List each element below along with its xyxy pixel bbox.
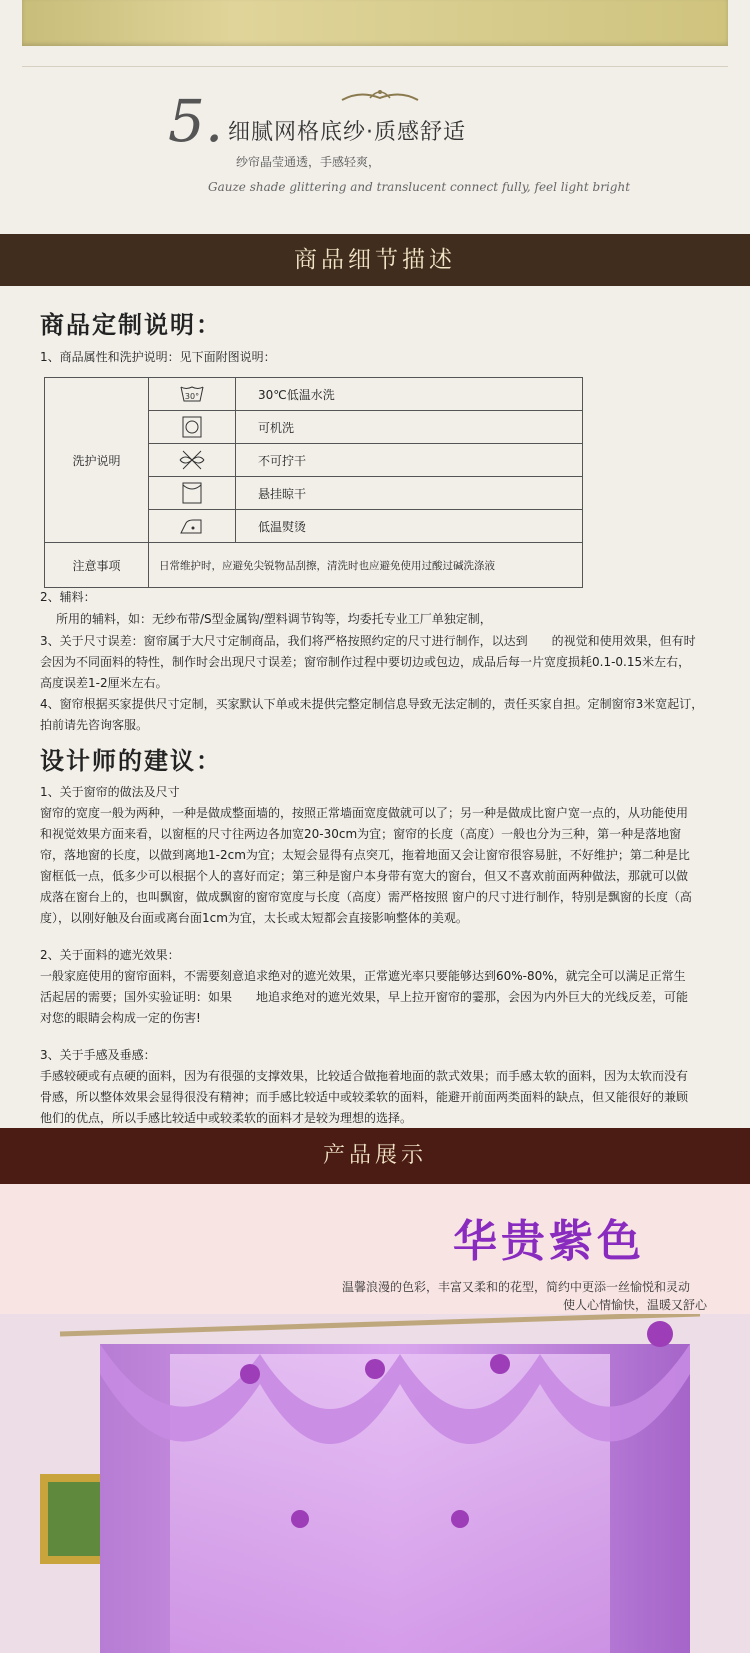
designer-p3-line: 他们的优点，所以手感比较适中或较柔软的面料才是较为理想的选择。 [40, 1111, 413, 1125]
designer-p1-title: 1、关于窗帘的做法及尺寸 [40, 785, 180, 799]
custom-item4-line2: 拍前请先咨询客服。 [40, 718, 149, 732]
designer-p3-line: 骨感，所以整体效果会显得很没有精神；而手感比较适中或较柔软的面料，能避开前面两类面料的缺点，但又能很好的兼顾 [40, 1090, 689, 1104]
designer-p1-line: 和视觉效果方面来看，以窗框的尺寸往两边各加宽20-30cm为宜；窗帘的长度（高度）一般也分为三种，第一种是落地窗 [40, 827, 682, 841]
designer-p2-line: 活起居的需要；国外实验证明：如果 地追求绝对的遮光效果，早上拉开窗帘的霎那，会因为内外巨大的光线反差，可能 [40, 990, 689, 1004]
section-english: Gauze shade glittering and translucent connect fully, feel light bright [208, 180, 631, 194]
wash-30-icon [149, 378, 236, 411]
designer-p3-title: 3、关于手感及垂感： [40, 1048, 156, 1062]
product-title: 华贵紫色 [453, 1216, 645, 1267]
hang-dry-icon [149, 477, 236, 510]
wash-label: 洗护说明 [45, 378, 149, 543]
no-wring-icon [149, 444, 236, 477]
section-title: 细腻网格底纱·质感舒适 [228, 120, 466, 145]
designer-p1-line: 窗框低一点，低多少可以根据个人的喜好而定；第三种是窗户本身带有宽大的窗台，但又不喜欢前面两种做法，那就可以做 [40, 869, 689, 883]
custom-item3-line1: 3、关于尺寸误差：窗帘属于大尺寸定制商品，我们将严格按照约定的尺寸进行制作，以达到 的视觉和使用效果，但有时 [40, 634, 696, 648]
designer-p1-line: 度），以刚好触及台面或离台面1cm为宜，太长或太短都会直接影响整体的美观。 [40, 911, 468, 925]
product-subtitle-2: 使人心情愉快，温暖又舒心 [563, 1298, 708, 1312]
machine-wash-icon [149, 411, 236, 444]
designer-p2-title: 2、关于面料的遮光效果： [40, 948, 180, 962]
product-bar: 产品展示 [0, 1128, 750, 1184]
custom-item1: 1、商品属性和洗护说明：见下面附图说明： [40, 350, 276, 364]
custom-heading: 商品定制说明： [40, 310, 222, 339]
note-label: 注意事项 [45, 543, 149, 588]
iron-low-icon [149, 510, 236, 543]
divider [22, 66, 728, 67]
product-subtitle: 温馨浪漫的色彩，丰富又柔和的花型，简约中更添一丝愉悦和灵动 [342, 1280, 691, 1294]
custom-item3-line2: 会因为不同面料的特性，制作时会出现尺寸误差；窗帘制作过程中要切边或包边，成品后每一片宽度损耗0.1-0.15米左右， [40, 655, 691, 669]
care-text: 悬挂晾干 [236, 477, 583, 510]
detail-bar: 商品细节描述 [0, 234, 750, 286]
custom-item3-line3: 高度误差1-2厘米左右。 [40, 676, 168, 690]
curtain-photo [0, 1314, 750, 1653]
designer-p1-line: 成落在窗台上的，也叫飘窗，做成飘窗的窗帘宽度与长度（高度）需严格按照 窗户的尺寸进行制作，特别是飘窗的长度（高 [40, 890, 692, 904]
svg-text:30°: 30° [184, 392, 200, 401]
section-subtitle: 纱帘晶莹通透，手感轻爽， [236, 155, 381, 169]
top-photo-strip [22, 0, 728, 46]
designer-heading: 设计师的建议： [40, 746, 222, 775]
section-number: 5. [168, 87, 224, 155]
designer-p2-line: 一般家庭使用的窗帘面料，不需要刻意追求绝对的遮光效果，正常遮光率只要能够达到60%-80%，就完全可以满足正常生 [40, 969, 686, 983]
designer-p1-line: 帘，落地窗的长度，以做到离地1-2cm为宜；太短会显得有点突兀，拖着地面又会让窗帘很容易脏，不好维护；第二种是比 [40, 848, 690, 862]
care-text: 不可拧干 [236, 444, 583, 477]
care-table [44, 377, 583, 588]
designer-p2-line: 对您的眼睛会构成一定的伤害! [40, 1011, 201, 1025]
care-text: 可机洗 [236, 411, 583, 444]
designer-p1-line: 窗帘的宽度一般为两种，一种是做成整面墙的，按照正常墙面宽度做就可以了；另一种是做成比窗户宽一点的，从功能使用 [40, 806, 689, 820]
ornament-icon [340, 86, 420, 110]
note-text: 日常维护时，应避免尖锐物品刮擦，清洗时也应避免使用过酸过碱洗涤液 [149, 543, 583, 588]
custom-item2-title: 2、辅料： [40, 590, 96, 604]
care-text: 30℃低温水洗 [236, 378, 583, 411]
care-text: 低温熨烫 [236, 510, 583, 543]
custom-item4-line1: 4、窗帘根据买家提供尺寸定制，买家默认下单或未提供完整定制信息导致无法定制的，责任买家自担。定制窗帘3米宽起订， [40, 697, 704, 711]
curtain-illustration [0, 1314, 750, 1653]
designer-p3-line: 手感较硬或有点硬的面料，因为有很强的支撑效果，比较适合做拖着地面的款式效果；而手感太软的面料，因为太软而没有 [40, 1069, 689, 1083]
custom-item2-text: 所用的辅料，如：无纱布带/S型金属钩/塑料调节钩等，均委托专业工厂单独定制， [56, 612, 492, 626]
